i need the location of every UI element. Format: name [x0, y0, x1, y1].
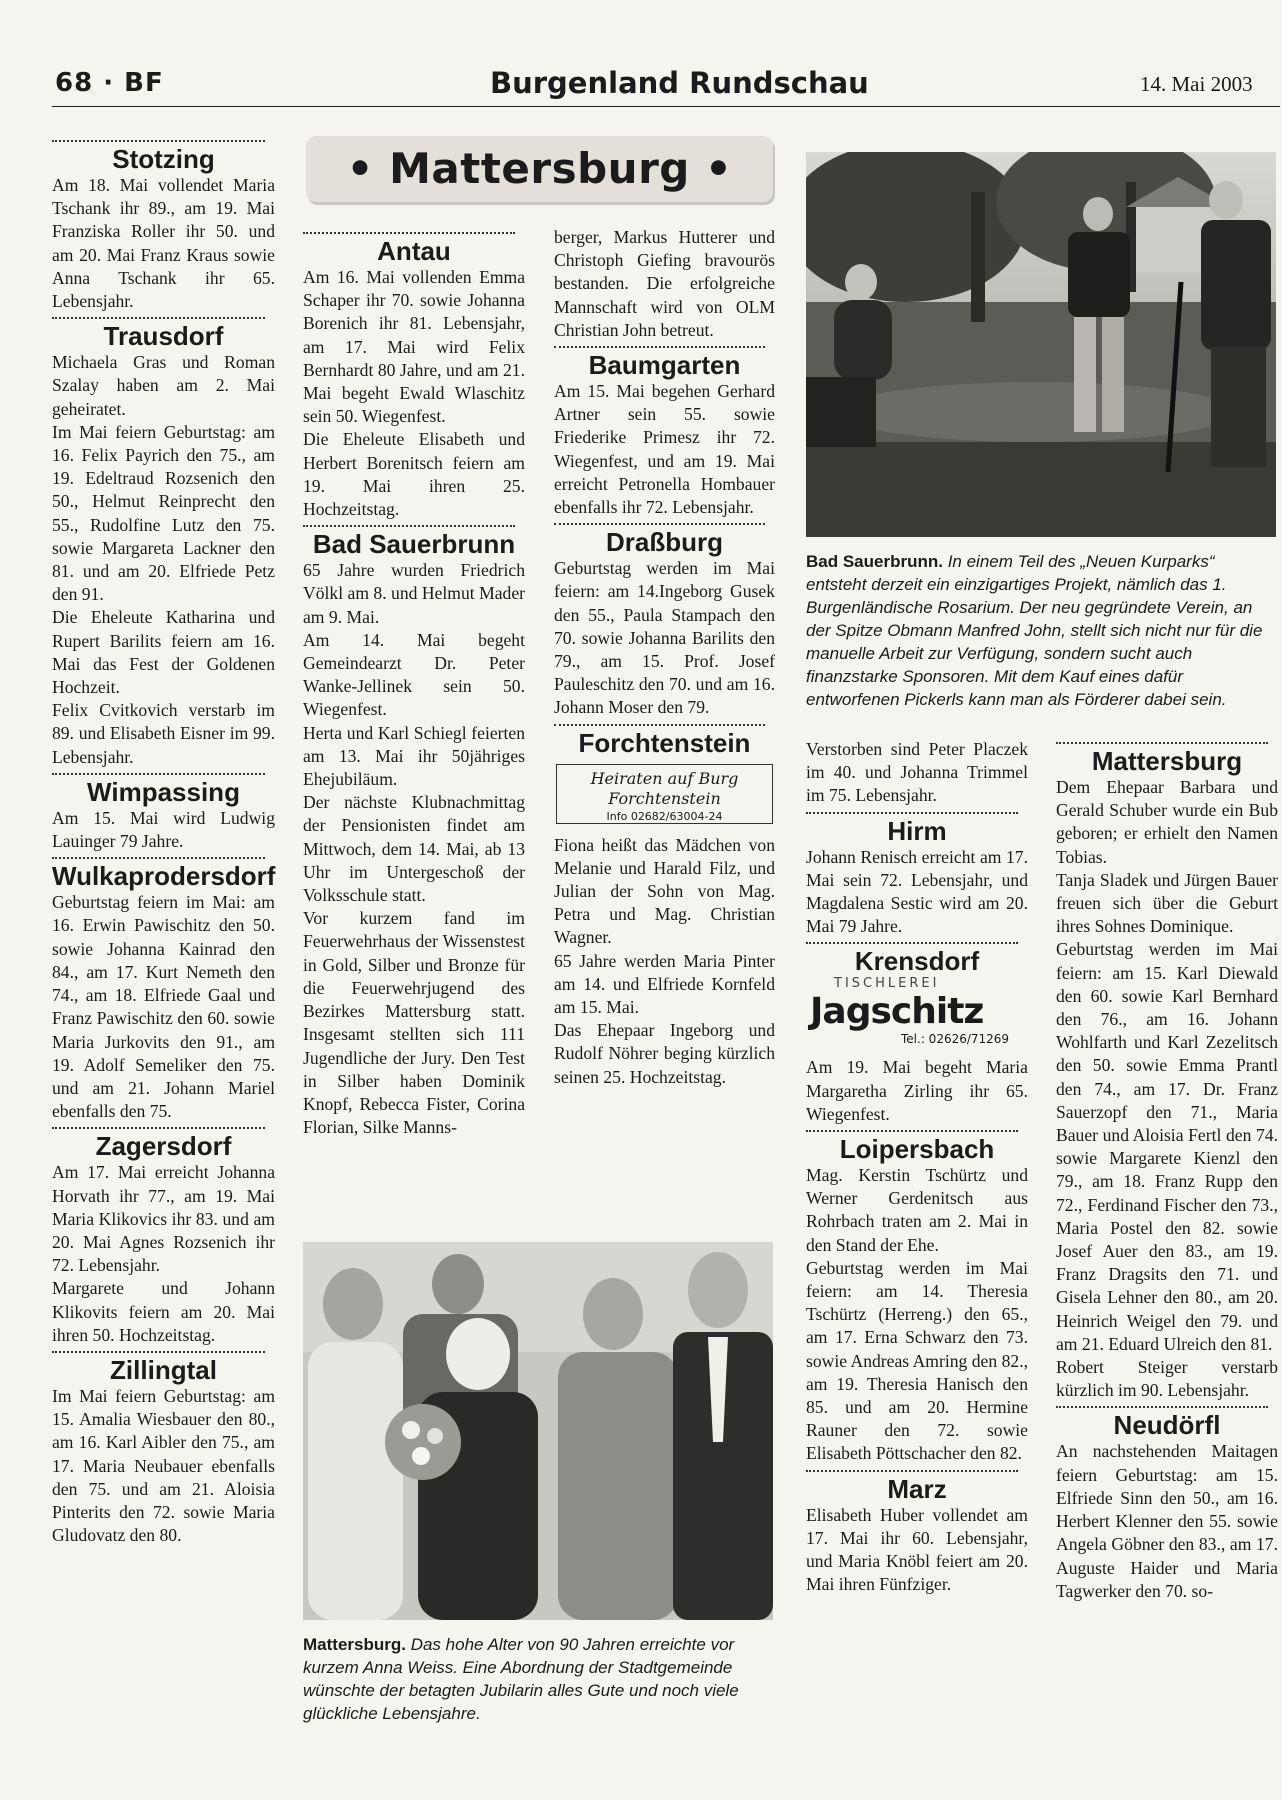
caption-place: Mattersburg.: [303, 1635, 406, 1654]
article-continuation: Verstorben sind Peter Placzek im 40. und Johanna Trimmel im 75. Lebensjahr.: [806, 739, 1028, 806]
article-text: An nachstehenden Maitagen feiern Geburtstag: am 15. Elfriede Sinn den 50., am 16. Herbert Klenner den 55. sowie Angela Göbner den 83., am 17. Auguste Haider und Maria Tagwerker den 70. so-: [1056, 1441, 1278, 1601]
article-text: Geburtstag feiern im Mai: am 16. Erwin Pawischitz den 50. sowie Johanna Kainrad den 84., am 17. Kurt Nemeth den 74., am 18. Elfriede Gaal und Franz Pawischitz den 60. sowie Maria Jurkovits den 91., am 19. Adolf Semeliker den 75. und am 21. Johann Mariel ebenfalls den 75.: [52, 892, 275, 1122]
article-text: Margarete und Johann Klikovits feiern am 20. Mai ihren 50. Hochzeitstag.: [52, 1278, 275, 1345]
section-stotzing: [52, 140, 275, 313]
article-text: Am 15. Mai begehen Gerhard Artner sein 55. sowie Friederike Primesz ihr 72. Wiegenfest, und am 19. Mai erreicht Petronella Hombauer ebenfalls ihr 72. Lebensjahr.: [554, 381, 775, 518]
divider: [52, 317, 265, 319]
column-4: [806, 738, 1028, 1596]
article-text: Vor kurzem fand im Feuerwehrhaus der Wissenstest in Gold, Silber und Bronze für die Feuerwehrjugend des Bezirkes Mattersburg statt. Insgesamt stellten sich 111 Jugendliche der Jury. Den Test in Silber haben Dominik Knopf, Rebecca Fister, Corina Florian, Silke Manns-: [303, 908, 525, 1138]
article-text: Im Mai feiern Geburtstag: am 15. Amalia Wiesbauer den 80., am 16. Karl Aibler den 75., am 17. Maria Neubauer ebenfalls den 75. und am 21. Aloisia Pinterits den 72. sowie Maria Gludovatz den 80.: [52, 1385, 275, 1546]
article-text: 65 Jahre werden Maria Pinter am 14. und Elfriede Kornfeld am 15. Mai.: [554, 950, 775, 1018]
article-text: Am 17. Mai erreicht Johanna Horvath ihr 77., am 19. Mai Maria Klikovics ihr 83. und am 20. Mai Agnes Rozsenich ihr 72. Lebensjahr.: [52, 1162, 275, 1276]
article-text: Michaela Gras und Roman Szalay haben am 2. Mai geheiratet.: [52, 352, 275, 419]
photo-illustration: [303, 1242, 773, 1620]
ad-phone: Tel.: 02626/71269: [901, 1032, 1010, 1047]
divider: [303, 525, 515, 527]
divider: [554, 724, 765, 726]
divider: [52, 1127, 265, 1129]
town-heading: Zagersdorf: [95, 1131, 232, 1162]
article-text: Fiona heißt das Mädchen von Melanie und Harald Filz, und Julian der Sohn von Mag. Petra und Mag. Christian Wagner.: [554, 834, 775, 948]
anniversary-photo: [303, 1242, 773, 1620]
article-text: Die Eheleute Katharina und Rupert Barilits feiern am 16. Mai das Fest der Goldenen Hochzeit.: [52, 607, 275, 698]
article-text: Am 15. Mai wird Ludwig Lauinger 79 Jahre.: [52, 807, 275, 852]
town-heading: Neudörfl: [1113, 1410, 1221, 1441]
castle-wedding-ad: [556, 764, 773, 824]
section-mattersburg: [1056, 742, 1278, 1402]
section-drassburg: [554, 523, 775, 719]
ad-logo-subtitle: TISCHLEREI: [834, 976, 940, 992]
town-heading: Mattersburg: [1091, 746, 1243, 776]
divider: [806, 1470, 1018, 1472]
article-text: Geburtstag werden im Mai feiern: am 15. Karl Diewald den 60. sowie Karl Bernhard den 76., am 16. Johann Wohlfarth und Karl Zezelitsch den 50. sowie Emma Prantl den 74., am 17. Dr. Franz Sauerzopf den 71., Maria Bauer und Aloisia Fertl den 74. sowie Margarete Kienzl den 79., am 18. Franz Rupp den 72., Ferdinand Fischer den 73., Maria Postel den 82. sowie Josef Auer den 83., am 19. Franz Dragsits den 71. und Gisela Lehner den 80., am 20. Heinrich Weigel den 79. und am 21. Eduard Ulreich den 81.: [1056, 939, 1278, 1354]
town-heading: Baumgarten: [588, 350, 741, 381]
divider: [1056, 742, 1268, 744]
article-text: Elisabeth Huber vollendet am 17. Mai ihr 60. Lebensjahr, und Maria Knöbl feiert am 20. Mai ihren Fünfziger.: [806, 1504, 1028, 1595]
section-loipersbach: [806, 1130, 1028, 1466]
town-heading: Forchtenstein: [578, 727, 751, 758]
town-heading: Krensdorf: [854, 946, 980, 977]
section-krensdorf: [806, 942, 1028, 1126]
town-heading: Marz: [887, 1473, 947, 1504]
article-text: 65 Jahre wurden Friedrich Völkl am 8. und Helmut Mader am 9. Mai.: [303, 560, 525, 627]
divider: [554, 523, 765, 525]
section-wulkaprodersdorf: [52, 857, 275, 1123]
page-number: 68 · BF: [55, 68, 164, 98]
column-3: [554, 226, 775, 1089]
article-text: Der nächste Klubnachmittag der Pensionisten findet am Mittwoch, dem 14. Mai, ab 13 Uhr im Untergeschoß der Volksschule statt.: [303, 792, 525, 906]
article-text: Das Ehepaar Ingeborg und Rudolf Nöhrer beging kürzlich seinen 25. Hochzeitstag.: [554, 1020, 775, 1087]
section-baumgarten: [554, 346, 775, 519]
ad-info: Info 02682/63004-24: [606, 809, 723, 823]
ad-subtitle: Forchtenstein: [608, 788, 721, 808]
town-heading: Wulkaprodersdorf: [52, 861, 276, 892]
section-zagersdorf: [52, 1127, 275, 1347]
section-trausdorf: [52, 317, 275, 769]
carpentry-ad: [806, 976, 1028, 1046]
article-text: Dem Ehepaar Barbara und Gerald Schuber wurde ein Bub geboren; er erhielt den Namen Tobias.: [1056, 777, 1278, 867]
column-2: [303, 228, 525, 1139]
divider: [52, 1351, 265, 1353]
section-marz: [806, 1470, 1028, 1597]
header-rule: [52, 106, 1280, 107]
column-1: [52, 136, 275, 1547]
section-bad-sauerbrunn: [303, 525, 525, 1139]
divider: [1056, 1406, 1268, 1408]
section-hirm: [806, 812, 1028, 939]
divider: [303, 232, 515, 234]
divider: [52, 857, 265, 859]
caption-place: Bad Sauerbrunn.: [806, 552, 943, 571]
rosarium-photo: [806, 152, 1276, 537]
article-text: Am 14. Mai begeht Gemeindearzt Dr. Peter Wanke-Jellinek sein 50. Wiegenfest.: [303, 629, 525, 720]
article-text: Geburtstag werden im Mai feiern: am 14. Theresia Tschürtz (Herreng.) den 65., am 17. Erna Schwarz den 73. sowie Andreas Amring den 82., am 19. Theresia Hanisch den 85. und am 20. Hermine Rauner den 72. sowie Elisabeth Pöttschacher den 82.: [806, 1257, 1028, 1464]
region-banner: • Mattersburg •: [306, 136, 773, 202]
article-text: Felix Cvitkovich verstarb im 89. und Elisabeth Eisner im 99. Lebensjahr.: [52, 700, 275, 767]
section-forchtenstein: [554, 724, 775, 1089]
town-heading: Antau: [377, 236, 451, 266]
rosarium-caption: [806, 550, 1278, 711]
column-5: [1056, 738, 1278, 1603]
town-heading: Trausdorf: [103, 321, 224, 352]
town-heading: Bad Sauerbrunn: [312, 529, 516, 560]
divider: [52, 140, 265, 142]
anniversary-caption: [303, 1633, 775, 1725]
article-text: Die Eheleute Elisabeth und Herbert Borenitsch feiern am 19. Mai ihren 25. Hochzeitstag.: [303, 429, 525, 520]
divider: [806, 1130, 1018, 1132]
town-heading: Zillingtal: [110, 1354, 217, 1385]
article-continuation: berger, Markus Hutterer und Christoph Giefing bravourös bestanden. Die erfolgreiche Mannschaft wird von OLM Christian John betreut.: [554, 227, 775, 340]
article-text: Im Mai feiern Geburtstag: am 16. Felix Payrich den 75., am 19. Edeltraud Rozsenich den 50., Helmut Reinprecht den 55., Rudolfine Lutz den 75. sowie Margareta Lackner den 81. und am 20. Elfriede Petz den 91.: [52, 421, 275, 605]
article-text: Robert Steiger verstarb kürzlich im 90. Lebensjahr.: [1056, 1357, 1278, 1401]
town-heading: Stotzing: [112, 144, 215, 174]
ad-title: Heiraten auf Burg: [590, 768, 739, 788]
divider: [554, 346, 765, 348]
section-wimpassing: [52, 773, 275, 853]
section-neudoerfl: [1056, 1406, 1278, 1602]
article-text: Tanja Sladek und Jürgen Bauer freuen sich über die Geburt ihres Sohnes Dominique.: [1056, 869, 1278, 937]
caption-text: In einem Teil des „Neuen Kurparks“ entsteht derzeit ein einzigartiges Projekt, nämlich das 1. Burgenländische Rosarium. Der neu gegründete Verein, an der Spitze Obmann Manfred John, stellt sich nicht nur für die manuelle Arbeit zur Verfügung, sondern sucht auch finanzstarke Sponsoren. Mit dem Kauf eines dafür entworfenen Pickerls kann man als Förderer dabei sein.: [806, 552, 1263, 709]
article-text: Herta und Karl Schiegl feierten am 13. Mai ihr 50jähriges Ehejubiläum.: [303, 722, 525, 790]
article-text: Am 18. Mai vollendet Maria Tschank ihr 89., am 19. Mai Franziska Roller ihr 50. und am 20. Mai Franz Kraus sowie Anna Tschank ihr 65. Lebensjahr.: [52, 175, 275, 312]
article-text: Johann Renisch erreicht am 17. Mai sein 72. Lebensjahr, und Magdalena Sestic wird am 20. Mai 79 Jahre.: [806, 846, 1028, 937]
newspaper-title: Burgenland Rundschau: [490, 66, 869, 100]
caption-text: Das hohe Alter von 90 Jahren erreichte vor kurzem Anna Weiss. Eine Abordnung der Stadtgemeinde wünschte der betagten Jubilarin alles Gute und noch viele glückliche Lebensjahre.: [303, 1635, 739, 1723]
town-heading: Wimpassing: [87, 776, 240, 807]
town-heading: Loipersbach: [839, 1134, 995, 1165]
section-antau: [303, 232, 525, 521]
article-text: Mag. Kerstin Tschürtz und Werner Gerdenitsch aus Rohrbach traten am 2. Mai in den Stand der Ehe.: [806, 1165, 1028, 1255]
town-heading: Draßburg: [606, 527, 723, 558]
divider: [52, 773, 265, 775]
article-text: Geburtstag werden im Mai feiern: am 14.Ingeborg Gusek den 55., Paula Stampach den 70. sowie Johanna Barilits den 79., am 15. Prof. Josef Pauleschitz den 70. und am 16. Johann Moser den 79.: [554, 558, 775, 718]
divider: [806, 812, 1018, 814]
ad-logo: Jagschitz: [810, 991, 984, 1033]
article-text: Am 19. Mai begeht Maria Margaretha Zirling ihr 65. Wiegenfest.: [806, 1057, 1028, 1124]
town-heading: Hirm: [887, 815, 947, 846]
section-zillingtal: [52, 1351, 275, 1547]
photo-illustration: [806, 152, 1276, 537]
article-text: Am 16. Mai vollenden Emma Schaper ihr 70. sowie Johanna Borenich ihr 81. Lebensjahr, am 17. Mai wird Felix Bernhardt 80 Jahre, und am 21. Mai begeht Ewald Wlaschitz sein 50. Wiegenfest.: [303, 267, 525, 427]
issue-date: 14. Mai 2003: [1140, 72, 1253, 96]
divider: [806, 942, 1018, 944]
